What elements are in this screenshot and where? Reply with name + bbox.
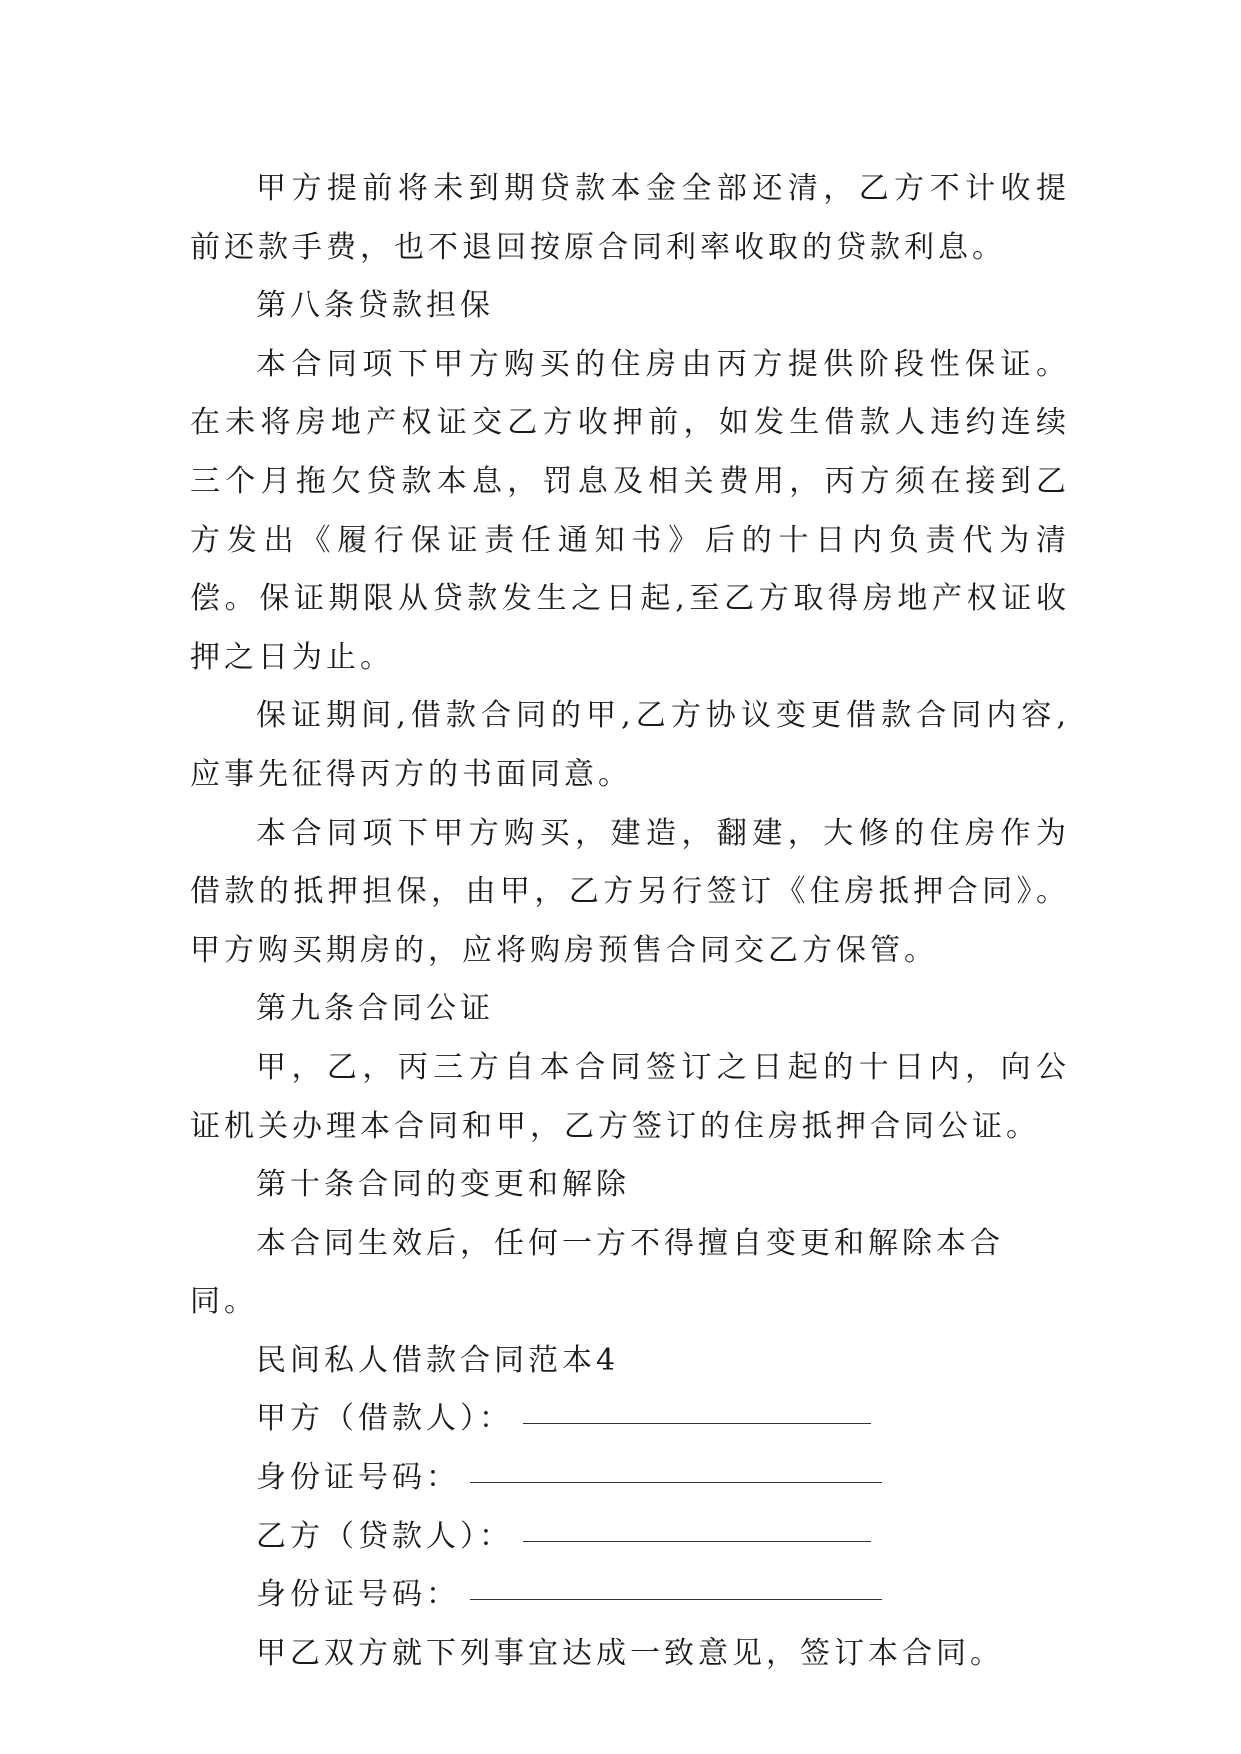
field-lender-label: 乙方（贷款人）： <box>256 1518 513 1554</box>
field-lender-id-label: 身份证号码： <box>256 1577 460 1613</box>
heading-article-8: 第八条贷款担保 <box>256 288 494 324</box>
field-lender <box>190 1508 1070 1567</box>
paragraph-guarantee: 本合同项下甲方购买的住房由丙方提供阶段性保证。在未将房地产权证交乙方收押前，如发生借款人违约连续三个月拖欠贷款本息，罚息及相关费用，丙方须在接到乙方发出《履行保证责任通知书》后的十日内负责代为清偿。保证期限从贷款发生之日起,至乙方取得房地产权证收押之日为止。 <box>190 346 1070 675</box>
field-lender-id <box>190 1566 1070 1625</box>
field-borrower-id-blank <box>470 1462 882 1483</box>
document-body <box>190 160 1070 1683</box>
heading-template-4: 民间私人借款合同范本4 <box>256 1342 620 1378</box>
paragraph-agreement: 甲乙双方就下列事宜达成一致意见，签订本合同。 <box>256 1635 1004 1671</box>
heading-article-10: 第十条合同的变更和解除 <box>256 1167 630 1203</box>
paragraph-no-changes: 本合同生效后，任何一方不得擅自变更和解除本合同。 <box>190 1225 1004 1320</box>
heading-article-9: 第九条合同公证 <box>256 991 494 1027</box>
paragraph-mortgage: 本合同项下甲方购买，建造，翻建，大修的住房作为借款的抵押担保，由甲，乙方另行签订《住房抵押合同》。甲方购买期房的，应将购房预售合同交乙方保管。 <box>190 815 1070 968</box>
paragraph-notarization: 甲，乙，丙三方自本合同签订之日起的十日内，向公证机关办理本合同和甲，乙方签订的住房抵押合同公证。 <box>190 1049 1070 1144</box>
field-lender-blank <box>523 1521 871 1542</box>
paragraph-guarantee-period: 保证期间,借款合同的甲,乙方协议变更借款合同内容,应事先征得丙方的书面同意。 <box>190 698 1070 792</box>
field-borrower-id <box>190 1449 1070 1508</box>
field-borrower <box>190 1390 1070 1449</box>
paragraph-prepayment: 甲方提前将未到期贷款本金全部还清，乙方不计收提前还款手费，也不退回按原合同利率收取的贷款利息。 <box>190 171 1070 265</box>
field-lender-id-blank <box>470 1579 882 1600</box>
field-borrower-blank <box>523 1403 871 1424</box>
field-borrower-label: 甲方（借款人）： <box>256 1401 513 1437</box>
field-borrower-id-label: 身份证号码： <box>256 1460 460 1496</box>
